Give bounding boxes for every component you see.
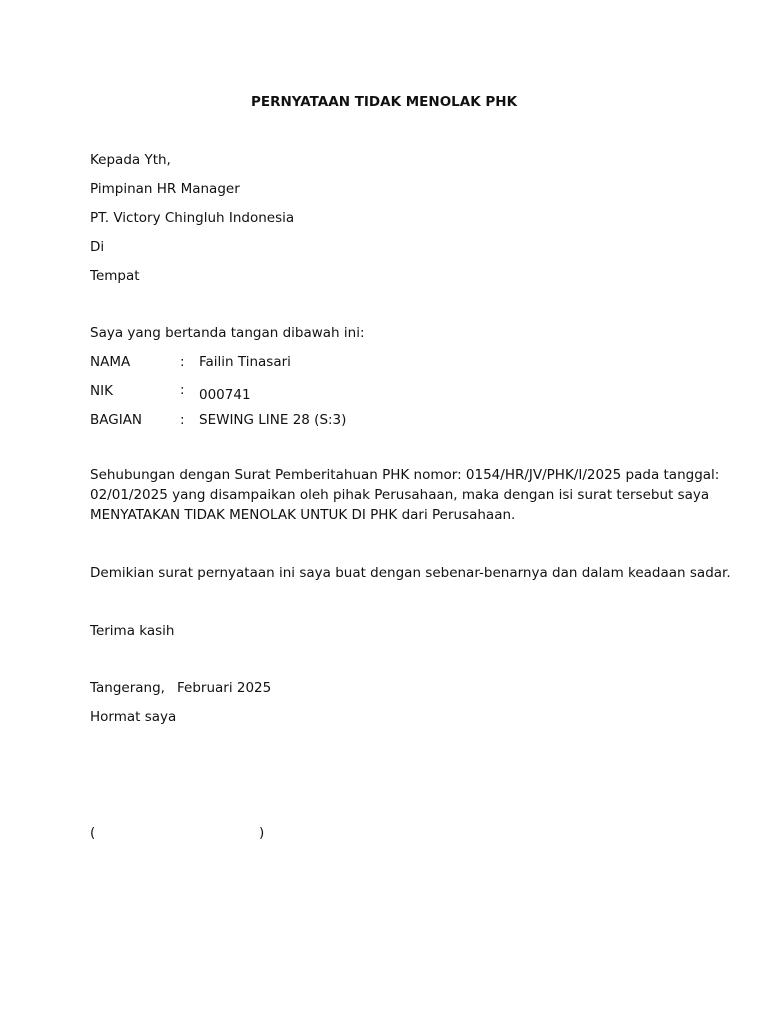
field-value-bagian: SEWING LINE 28 (S:3) [199, 412, 347, 428]
body-line-1: Sehubungan dengan Surat Pemberitahuan PHK nomor: 0154/HR/JV/PHK/I/2025 pada tanggal: [90, 467, 720, 483]
signature-close-paren: ) [259, 825, 265, 841]
field-colon-nama: : [180, 354, 185, 370]
field-value-nik: 000741 [199, 387, 251, 403]
body-line-2: 02/01/2025 yang disampaikan oleh pihak Perusahaan, maka dengan isi surat tersebut saya [90, 487, 710, 503]
field-label-bagian: BAGIAN [90, 412, 143, 428]
intro-text: Saya yang bertanda tangan dibawah ini: [90, 325, 365, 341]
field-value-nama: Failin Tinasari [199, 354, 291, 370]
closing-statement: Demikian surat pernyataan ini saya buat dengan sebenar-benarnya dan dalam keadaan sadar. [90, 565, 731, 581]
addressee-line-4: Di [90, 239, 105, 255]
date-text: Februari 2025 [177, 680, 272, 696]
addressee-line-2: Pimpinan HR Manager [90, 181, 240, 197]
field-colon-nik: : [180, 382, 185, 398]
field-label-nik: NIK [90, 383, 113, 399]
addressee-line-3: PT. Victory Chingluh Indonesia [90, 210, 295, 226]
addressee-line-1: Kepada Yth, [90, 152, 171, 168]
place-text: Tangerang, [90, 680, 165, 696]
field-colon-bagian: : [180, 412, 185, 428]
document-title: PERNYATAAN TIDAK MENOLAK PHK [250, 94, 518, 110]
regards-text: Hormat saya [90, 709, 177, 725]
field-label-nama: NAMA [90, 354, 131, 370]
signature-open-paren: ( [90, 825, 96, 841]
addressee-line-5: Tempat [90, 268, 140, 284]
body-line-3: MENYATAKAN TIDAK MENOLAK UNTUK DI PHK dari Perusahaan. [90, 507, 516, 523]
thanks-text: Terima kasih [90, 623, 175, 639]
